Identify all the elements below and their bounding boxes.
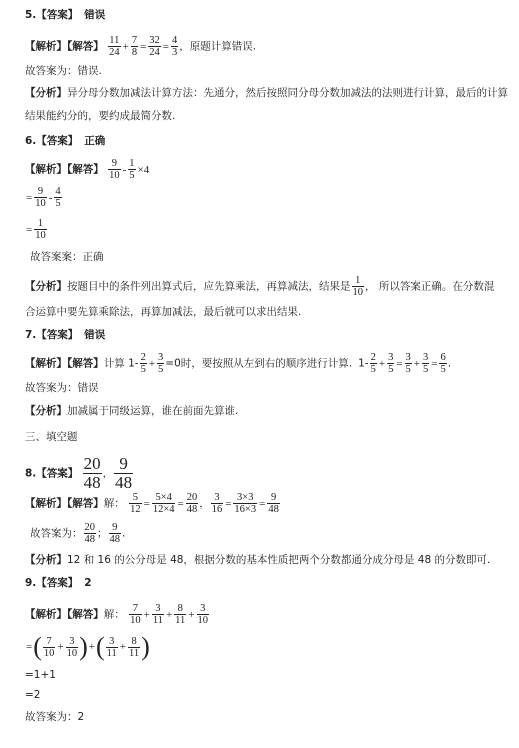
method-tag: 【分析】 [25, 405, 67, 417]
q8-method: 【分析】12 和 16 的公分母是 48，根据分数的基本性质把两个分数都通分成分母是 48 的分数即可. [25, 554, 491, 566]
analysis-tag: 【解析】 [25, 357, 67, 370]
fraction: $\frac{9}{10}$ [35, 186, 46, 209]
solution-tag: 【解答】 [67, 608, 104, 621]
q5-conclusion: 故答案为：错误. [25, 65, 102, 77]
question-number: 5. [25, 9, 37, 21]
fraction: $\frac{2}{5}$ [370, 352, 376, 375]
question-number: 8. [25, 467, 37, 480]
q5-header [25, 8, 105, 22]
method-tag: 【分析】 [25, 87, 67, 99]
method-tag: 【分析】 [25, 554, 67, 566]
fraction: $\frac{7}{10}$ [43, 635, 55, 659]
solution-tag: 【解答】 [67, 497, 104, 510]
answer-tag: 【答案】 [36, 577, 79, 589]
answer-value: 正确 [84, 135, 106, 147]
solution-tag: 【解答】 [67, 163, 104, 176]
fraction: $\frac{9}{48}$ [268, 492, 279, 515]
method-text: 异分母分数加减法计算方法：先通分，然后按照同分母分数加减法的法则进行计算，最后的计算 [67, 87, 508, 99]
fraction: $\frac{1}{10}$ [35, 218, 46, 241]
q6-conclusion: 故答案案：正确 [30, 251, 104, 263]
q8-analysis: 【解析】【解答】解： $\frac{5}{12}$ = $\frac{5\times 4}{12\times 4}$ = $\frac{20}{48}$ ， $\frac{3}{16}$ = $\frac{3\times 3}{16\times 3}$ = $\frac{9}{48}$ [25, 492, 279, 515]
q5-analysis: 【解析】【解答】 $\frac{11}{24}$ + $\frac{7}{8}$ = $\frac{32}{24}$ = $\frac{4}{3}$ ，原题计算错误. [25, 35, 257, 58]
fraction: $\frac{20}{48}$ [84, 522, 95, 545]
fraction: $\frac{2}{5}$ [140, 352, 146, 375]
fraction: $\frac{9}{48}$ [115, 454, 133, 492]
fraction: $\frac{3}{10}$ [66, 635, 78, 659]
fraction: $\frac{32}{24}$ [149, 35, 160, 58]
q6-method-line2: 合运算中要先算乘除法，再算加减法，最后就可以求出结果. [25, 306, 302, 318]
q8-conclusion: 故答案为： $\frac{20}{48}$ ； $\frac{9}{48}$ . [30, 522, 126, 545]
q6-method: 【分析】按题目中的条件列出算式后，应先算乘法，再算减法，结果是 $\frac{1}{10}$ ， 所以答案正确。在分数混 [25, 275, 495, 298]
analysis-note: ，原题计算错误. [179, 40, 257, 53]
question-number: 6. [25, 135, 37, 147]
fraction: $\frac{3}{11}$ [106, 635, 117, 659]
fraction: $\frac{8}{11}$ [129, 635, 140, 659]
q5-method [25, 86, 508, 100]
q7-header [25, 328, 105, 342]
solution-tag: 【解答】 [67, 357, 104, 370]
analysis-tag: 【解析】 [25, 497, 67, 510]
q9-header [25, 576, 92, 590]
question-number: 7. [25, 329, 37, 341]
q6-header [25, 134, 105, 148]
fraction: $\frac{7}{10}$ [130, 603, 141, 626]
q9-analysis: 【解析】【解答】解： $\frac{7}{10}$ + $\frac{3}{11}$ + $\frac{8}{11}$ + $\frac{3}{10}$ [25, 603, 208, 626]
fraction: $\frac{9}{10}$ [109, 158, 120, 181]
q5-method-line2: 结果能约分的，要约成最简分数. [25, 110, 176, 122]
analysis-tag: 【解析】 [25, 163, 67, 176]
fraction: $\frac{3\times 3}{16\times 3}$ [234, 492, 257, 515]
answer-tag: 【答案】 [36, 329, 79, 341]
answer-value: 错误 [84, 329, 106, 341]
method-tag: 【分析】 [25, 280, 67, 293]
q6-analysis: 【解析】【解答】 $\frac{9}{10}$ - $\frac{1}{5}$ ×4 [25, 158, 150, 181]
fraction: $\frac{3}{5}$ [388, 352, 394, 375]
q6-step2: = $\frac{9}{10}$ - $\frac{4}{5}$ [26, 186, 61, 209]
fraction: $\frac{3}{5}$ [158, 352, 164, 375]
fraction: $\frac{20}{48}$ [186, 492, 198, 515]
q9-conclusion: 故答案为：2 [25, 711, 85, 723]
fraction: $\frac{11}{24}$ [109, 35, 120, 58]
q7-method: 【分析】加减属于同级运算，谁在前面先算谁. [25, 405, 239, 417]
fraction: $\frac{7}{8}$ [131, 35, 138, 58]
section-heading: 三、填空题 [25, 431, 78, 443]
q8-header: 8.【答案】 $\frac{20}{48}$ ， $\frac{9}{48}$ [25, 454, 133, 492]
analysis-tag: 【解析】 [25, 608, 67, 621]
fraction: $\frac{5}{12}$ [130, 492, 141, 515]
q9-step3: =1+1 [25, 669, 56, 681]
q7-analysis: 【解析】【解答】计算 1- $\frac{2}{5}$ + $\frac{3}{5}$ =0时，要按照从左到右的顺序进行计算. 1- $\frac{2}{5}$ + $\frac{3}{5}$ = $\frac{3}{5}$ + $\frac{3}{5}$ = $\frac{6}{5}$ . [25, 352, 452, 375]
answer-tag: 【答案】 [36, 467, 79, 480]
fraction: $\frac{3}{5}$ [423, 352, 429, 375]
fraction: $\frac{9}{48}$ [109, 522, 120, 545]
fraction: $\frac{1}{10}$ [352, 275, 363, 298]
fraction: $\frac{4}{5}$ [55, 186, 61, 209]
fraction: $\frac{3}{10}$ [197, 603, 208, 626]
q9-step2: =( $\frac{7}{10}$ + $\frac{3}{10}$ )+( $\frac{3}{11}$ + $\frac{8}{11}$ ) [26, 632, 150, 661]
q9-step4: =2 [25, 689, 41, 701]
fraction: $\frac{5\times 4}{12\times 4}$ [152, 492, 175, 515]
fraction: $\frac{20}{48}$ [83, 454, 101, 492]
analysis-tag: 【解析】 [25, 40, 67, 53]
fraction: $\frac{8}{11}$ [175, 603, 186, 626]
fraction: $\frac{3}{5}$ [405, 352, 411, 375]
fraction: $\frac{6}{5}$ [440, 352, 446, 375]
answer-tag: 【答案】 [36, 9, 79, 21]
q7-conclusion: 故答案为：错误 [25, 382, 99, 394]
fraction: $\frac{3}{11}$ [152, 603, 163, 626]
answer-value: 2 [84, 577, 92, 589]
q6-step3: = $\frac{1}{10}$ [26, 218, 46, 241]
solution-tag: 【解答】 [67, 40, 104, 53]
answer-tag: 【答案】 [36, 135, 79, 147]
fraction: $\frac{1}{5}$ [129, 158, 135, 181]
fraction: $\frac{4}{3}$ [172, 35, 178, 58]
fraction: $\frac{3}{16}$ [211, 492, 223, 515]
question-number: 9. [25, 577, 37, 589]
answer-value: 错误 [84, 9, 106, 21]
